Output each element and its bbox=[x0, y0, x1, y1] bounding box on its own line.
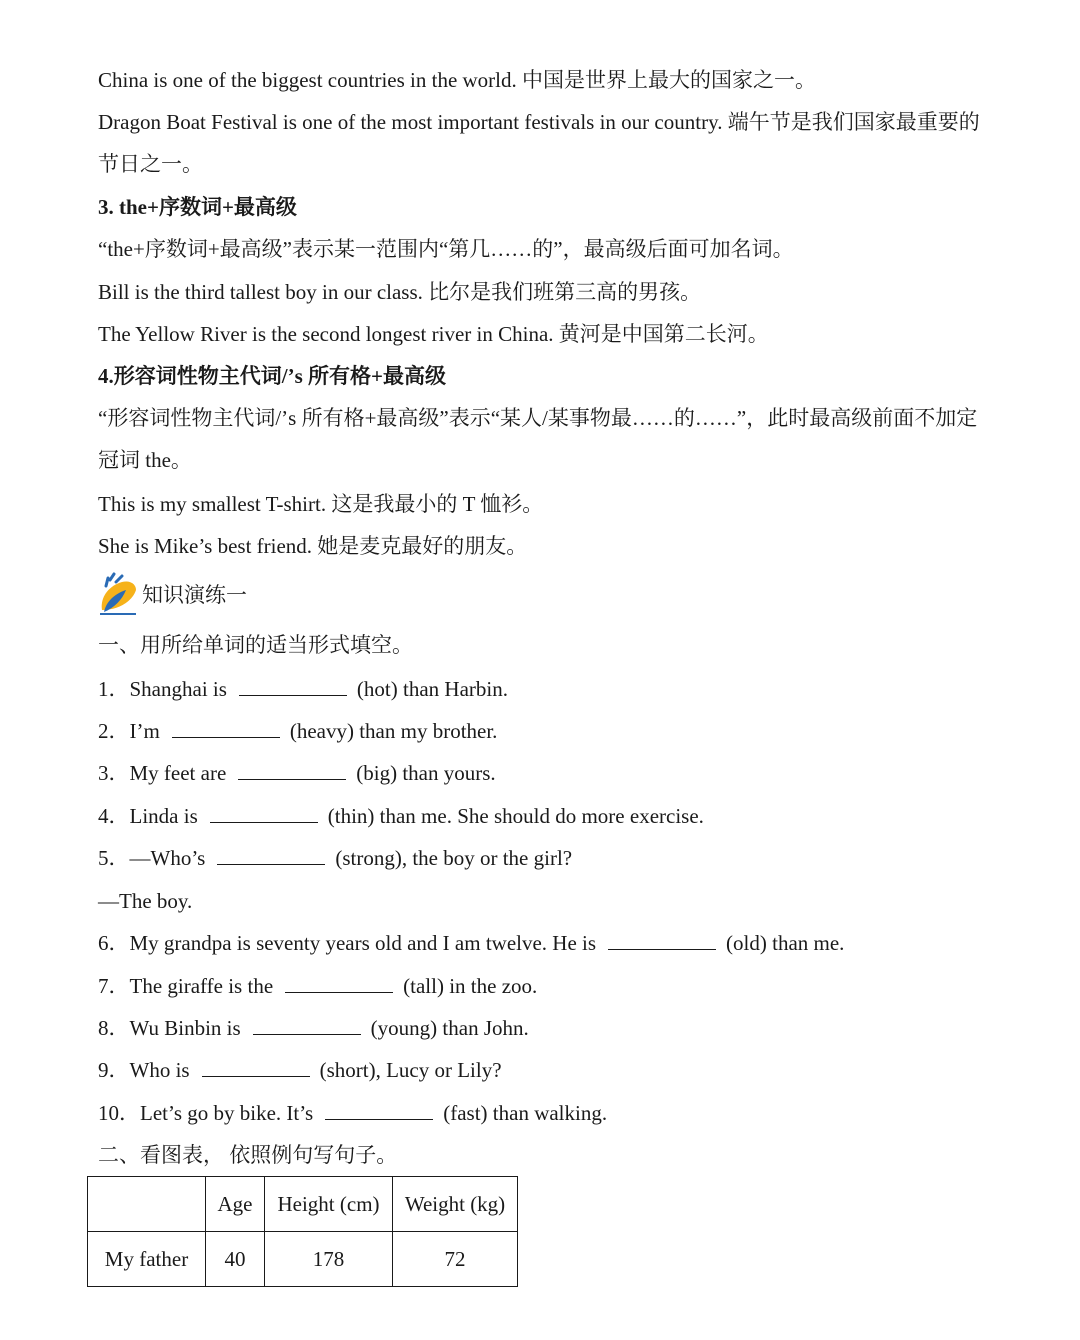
example-sentence: This is my smallest T-shirt. 这是我最小的 T 恤衫。 bbox=[98, 492, 544, 516]
item-number: 10． bbox=[98, 1101, 140, 1125]
table-row bbox=[88, 1232, 518, 1287]
answer-blank[interactable] bbox=[217, 846, 325, 865]
item-text-before: Wu Binbin is bbox=[129, 1016, 241, 1040]
info-table bbox=[87, 1176, 518, 1287]
answer-blank[interactable] bbox=[325, 1101, 433, 1120]
exercise-item bbox=[98, 1100, 607, 1126]
item-number: 6． bbox=[98, 931, 130, 955]
answer-blank[interactable] bbox=[238, 761, 346, 780]
answer-blank[interactable] bbox=[172, 719, 280, 738]
item-text-before: Let’s go by bike. It’s bbox=[140, 1101, 314, 1125]
practice-header bbox=[96, 572, 247, 616]
item-text-before: I’m bbox=[129, 719, 160, 743]
table-header-cell: Age bbox=[206, 1177, 265, 1232]
item-number: 3． bbox=[98, 761, 130, 785]
answer-blank[interactable] bbox=[285, 974, 393, 993]
exercise-item bbox=[98, 676, 508, 702]
item-text-before: Linda is bbox=[129, 804, 198, 828]
section-description: “the+序数词+最高级”表示某一范围内“第几……的”，最高级后面可加名词。 bbox=[98, 237, 794, 261]
part2-title: 二、看图表， 依照例句写句子。 bbox=[98, 1143, 398, 1167]
example-sentence: She is Mike’s best friend. 她是麦克最好的朋友。 bbox=[98, 534, 528, 558]
exercise-item bbox=[98, 845, 572, 871]
exercise-item bbox=[98, 803, 704, 829]
example-sentence: Bill is the third tallest boy in our class. 比尔是我们班第三高的男孩。 bbox=[98, 280, 702, 304]
answer-blank[interactable] bbox=[202, 1058, 310, 1077]
item-text-after: (heavy) than my brother. bbox=[289, 719, 498, 743]
example-sentence: Dragon Boat Festival is one of the most important festivals in our country. 端午节是我们国家最重要的节日之一。 bbox=[98, 110, 980, 176]
section-heading-4: 4.形容词性物主代词/’s 所有格+最高级 bbox=[98, 364, 446, 388]
pencil-leaf-icon bbox=[96, 572, 140, 616]
item-number: 8． bbox=[98, 1016, 130, 1040]
table-cell: 178 bbox=[265, 1232, 393, 1287]
item-number: 9． bbox=[98, 1058, 130, 1082]
practice-title: 知识演练一 bbox=[142, 583, 247, 607]
item-text-before: My grandpa is seventy years old and I am twelve. He is bbox=[129, 931, 597, 955]
item-text-after: (strong), the boy or the girl? bbox=[335, 846, 573, 870]
table-header-cell: Weight (kg) bbox=[393, 1177, 518, 1232]
exercise-item bbox=[98, 930, 844, 956]
answer-blank[interactable] bbox=[253, 1016, 361, 1035]
example-sentence: The Yellow River is the second longest river in China. 黄河是中国第二长河。 bbox=[98, 322, 769, 346]
table-header-cell bbox=[88, 1177, 206, 1232]
table-cell: 72 bbox=[393, 1232, 518, 1287]
item-number: 5． bbox=[98, 846, 130, 870]
exercise-item bbox=[98, 1057, 502, 1083]
section-description: “形容词性物主代词/’s 所有格+最高级”表示“某人/某事物最……的……”，此时最高级前面不加定冠词 the。 bbox=[98, 406, 978, 472]
table-header-cell: Height (cm) bbox=[265, 1177, 393, 1232]
item-text-after: (big) than yours. bbox=[356, 761, 496, 785]
item5-answer: —The boy. bbox=[98, 889, 193, 913]
item-text-after: (short), Lucy or Lily? bbox=[319, 1058, 502, 1082]
table-cell: 40 bbox=[206, 1232, 265, 1287]
example-sentence: China is one of the biggest countries in the world. 中国是世界上最大的国家之一。 bbox=[98, 68, 817, 92]
answer-blank[interactable] bbox=[608, 931, 716, 950]
item-text-after: (old) than me. bbox=[726, 931, 845, 955]
item-number: 2． bbox=[98, 719, 130, 743]
exercise-item bbox=[98, 718, 497, 744]
answer-blank[interactable] bbox=[210, 804, 318, 823]
item-text-after: (hot) than Harbin. bbox=[356, 677, 508, 701]
item-text-before: Shanghai is bbox=[129, 677, 227, 701]
item-text-after: (tall) in the zoo. bbox=[403, 974, 538, 998]
item-number: 1． bbox=[98, 677, 130, 701]
answer-blank[interactable] bbox=[239, 677, 347, 696]
item-text-before: The giraffe is the bbox=[129, 974, 274, 998]
exercise-item bbox=[98, 760, 496, 786]
table-header-row bbox=[88, 1177, 518, 1232]
item-number: 4． bbox=[98, 804, 130, 828]
part1-title: 一、用所给单词的适当形式填空。 bbox=[98, 633, 413, 657]
table-cell: My father bbox=[88, 1232, 206, 1287]
item-text-before: Who is bbox=[129, 1058, 190, 1082]
item-text-after: (thin) than me. She should do more exercise. bbox=[327, 804, 704, 828]
item-text-after: (fast) than walking. bbox=[443, 1101, 608, 1125]
item-text-before: My feet are bbox=[129, 761, 227, 785]
item-text-after: (young) than John. bbox=[370, 1016, 529, 1040]
item-number: 7． bbox=[98, 974, 130, 998]
exercise-item bbox=[98, 973, 537, 999]
exercise-item bbox=[98, 1015, 529, 1041]
section-heading-3: 3. the+序数词+最高级 bbox=[98, 195, 297, 219]
item-text-before: —Who’s bbox=[129, 846, 206, 870]
